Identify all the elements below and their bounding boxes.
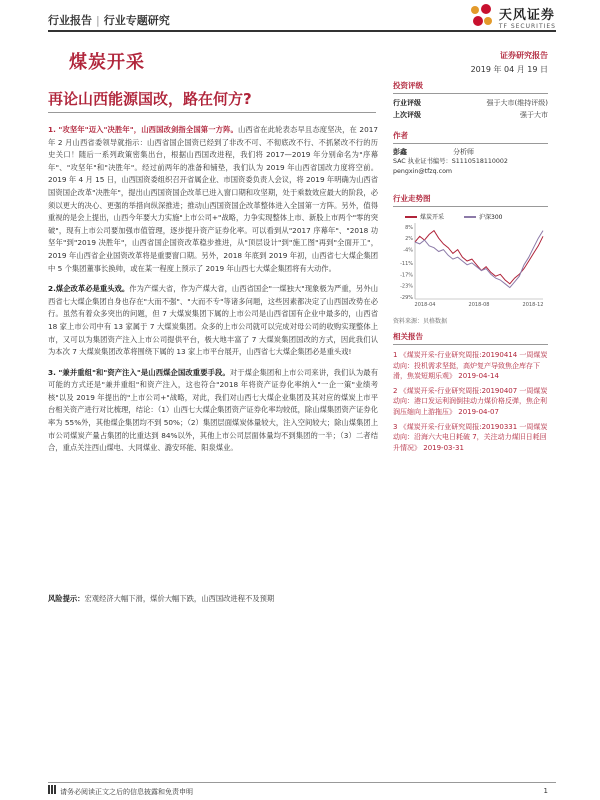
paragraph-3-text: 对于煤企集团和上市公司来讲，我们认为最有可能的方式还是"兼并重组"和资产注入，这也符合"2018 年将资产证券化率纳入"一企一策"业绩考核"以及 2019 年提出的"上市公司+"战略，对此，我们对山西七大煤企业集团及其对应的煤炭上市平台相关资产进行对比梳理，结论：（1）山西七大煤企集团资产证券化率均较低，除山煤集团资产证券化率为 55%外，其他煤企集团均不到 50%；（2）集团层面煤炭体量较大，注入空间较大；除山煤集团上市公司煤炭产量占集团的比重达到 84%以外，其他上市公司层面体量均不到集团的一半；（3）二者结合，重点关注西山煤电、大同煤业、潞安环能、阳泉煤业。 <box>48 367 378 453</box>
y-tick-label: -17% <box>400 272 413 279</box>
industry-rating-label: 行业评级 <box>393 99 421 107</box>
y-tick-label: -11% <box>400 260 413 267</box>
chart-legend <box>405 212 502 221</box>
related-report-1[interactable] <box>393 350 548 382</box>
related-report-2-text: 2 《煤炭开采-行业研究周报:20190407 一周煤炭动向：港口发运利润倒挂动力煤价格反弹，焦企利润压缩向上游拖压》 <box>393 386 548 416</box>
paragraph-3 <box>48 367 378 455</box>
paragraph-2 <box>48 283 378 359</box>
header-separator: | <box>96 14 100 27</box>
author-section-title: 作者 <box>393 131 408 140</box>
legend-swatch-2 <box>464 216 476 218</box>
author-name: 彭鑫 <box>393 148 407 156</box>
paragraph-3-head: 3. "兼并重组"和"资产注入"是山西煤企国改重要手段。 <box>48 367 230 377</box>
report-date: 2019 年 04 月 19 日 <box>470 65 548 74</box>
risk-text: 宏观经济大幅下滑，煤价大幅下跌，山西国改进程不及预期 <box>84 594 275 603</box>
related-report-3-text: 3 《煤炭开采-行业研究周报:20190331 一周煤炭动向：沿海六大电日耗破 7，关注动力煤旧日耗回升情况》 <box>393 422 548 452</box>
author-role: 分析师 <box>453 148 474 156</box>
legend-swatch-1 <box>405 216 417 218</box>
y-tick-label: 8% <box>405 224 413 231</box>
header-right: 行业专题研究 <box>103 14 170 27</box>
related-report-2-date: 2019-04-07 <box>458 407 499 416</box>
rating-section-title: 投资评级 <box>393 81 423 90</box>
sector-name: 煤炭开采 <box>69 52 145 73</box>
trend-chart-svg <box>393 205 548 313</box>
series-line-2 <box>415 231 543 288</box>
company-logo <box>469 4 556 30</box>
rating-box <box>393 80 548 121</box>
title-rule <box>48 112 376 113</box>
footer-rule <box>48 782 556 783</box>
header-breadcrumb <box>48 12 170 28</box>
industry-trend-chart <box>393 205 548 313</box>
y-tick-label: 2% <box>405 236 413 243</box>
prev-rating-value: 强于大市 <box>520 111 548 119</box>
logo-icon <box>469 4 495 30</box>
risk-head: 风险提示： <box>48 594 85 603</box>
chart-section-title: 行业走势图 <box>393 194 431 203</box>
paragraph-1-head: 1. "攻坚年"迈入"决胜年"，山西国改剑指全国第一方阵。 <box>48 125 238 134</box>
header-left: 行业报告 <box>48 14 92 27</box>
paragraph-2-text: 作为产煤大省，作为产煤大省，山西省国企"一煤独大"现象极为严重，另外山西省七大煤企集团自身也存在"大而不强"、"大而不专"等诸多问题，这些因素都决定了山西国改势在必行。虽然有着众多突出的问题，但 7 大煤炭集团下属的上市公司是山西省国有企业中最多的，山西省 18 家上市公司中有 13 家属于 7 大煤炭集团。众多的上市公司就可以完成对母公司的收购实现整体上市，又可以为集团资产注入上市公司提供平台，极大地丰富了 7 大煤炭集团国改的方式，因此我们认为本次 7 大煤炭集团改革将围绕下属的 13 家上市平台展开，山西省七大煤企集团必是重头戏! <box>48 284 378 357</box>
related-section-header <box>393 331 548 348</box>
chart-source: 资料来源：贝格数据 <box>393 318 448 325</box>
related-report-2[interactable] <box>393 386 548 418</box>
related-section-title: 相关报告 <box>393 332 423 341</box>
author-email: pengxin@tfzq.com <box>393 168 453 175</box>
logo-en: TF SECURITIES <box>498 23 556 30</box>
related-report-3-date: 2019-03-31 <box>423 443 464 452</box>
legend-item-1 <box>405 212 444 221</box>
paragraph-2-head: 2.煤企改革必是重头戏。 <box>48 284 130 294</box>
legend-label-1: 煤炭开采 <box>420 214 445 221</box>
risk-warning <box>48 594 378 604</box>
related-report-1-date: 2019-04-14 <box>458 372 499 381</box>
report-body <box>48 124 378 463</box>
logo-cn: 天风证券 <box>498 8 555 23</box>
x-tick-label: 2018-04 <box>414 302 436 308</box>
related-reports <box>393 350 548 457</box>
y-tick-label: -23% <box>400 283 413 290</box>
cert-number: S1110518110002 <box>451 158 508 165</box>
author-box <box>393 130 548 177</box>
cert-label: SAC 执业证书编号： <box>393 158 452 165</box>
legend-label-2: 沪深300 <box>479 214 503 221</box>
page-number: 1 <box>543 787 548 795</box>
series-line-1 <box>415 231 543 284</box>
prev-rating-label: 上次评级 <box>393 111 421 119</box>
x-tick-label: 2018-12 <box>522 302 544 308</box>
related-report-3[interactable] <box>393 422 548 454</box>
header-rule <box>48 30 556 32</box>
paragraph-1-text: 山西省在此轮表态早且态度坚决，在 2017 年 2 月山西省委领导就指示：山西省国企国资已经到了非改不可、不彻底改不行、不抓紧改不行的历史关口！随后一系列政策密集出台，根据山西国改进程，我们将 2017—2019 年分别命名为"序幕年"、"攻坚年"和"决胜年"。经过前两年的准备和铺垫，我们认为 2019 年山西省国改力度将空前。2019 年 4 月 15 日，山西国资委组织召开省属企业、市国资委负责人会议，将 2019 年明确为山西省国资国企改革"决胜年"，提出山西国资国企改革已进入窗口期和攻坚期，处于乘数效应最大的阶段，必须以更大的决心、更强的举措向纵深推进；推动山西国资国企改革整体进入全国第一方阵。另外，值得重视的是会上提出，山西今年要大力实施"上市公司+"战略，力争实现整体上市、新股上市两个"零的突破"，现有上市公司要加强市值管理，逐步提升资产证券化率。可以看到从"2017 序幕年"、"2018 功坚年"到"2019 决胜年"，山西省国企国资改革稳步推进，从"顶层设计"到"施工图"再到"全面开工"，2019 年山西省企业国资改革将是重要窗口期。另外，2018 年底到 2019 年初，山西省七大煤企集团中 5 个集团董事长换帅，或在某一程度上预示了 2019 年山西七大煤企集团将有大动作。 <box>48 125 378 273</box>
qr-code-icon <box>48 785 57 794</box>
report-type: 证券研究报告 <box>500 51 548 60</box>
legend-item-2 <box>464 212 502 221</box>
y-tick-label: -29% <box>400 295 413 302</box>
x-tick-label: 2018-08 <box>468 302 490 308</box>
footer-disclaimer: 请务必阅读正文之后的信息披露和免责申明 <box>60 788 193 796</box>
report-title: 再论山西能源国改，路在何方? <box>48 90 252 108</box>
industry-rating-value: 强于大市(维持评级) <box>486 99 548 107</box>
paragraph-1 <box>48 124 378 275</box>
related-report-1-text: 1 《煤炭开采-行业研究周报:20190414 一周煤炭动向：投机需求坚挺，高炉复产导致焦企库存下滑，焦炭短期乐观》 <box>393 351 548 381</box>
y-tick-label: -4% <box>403 247 413 254</box>
